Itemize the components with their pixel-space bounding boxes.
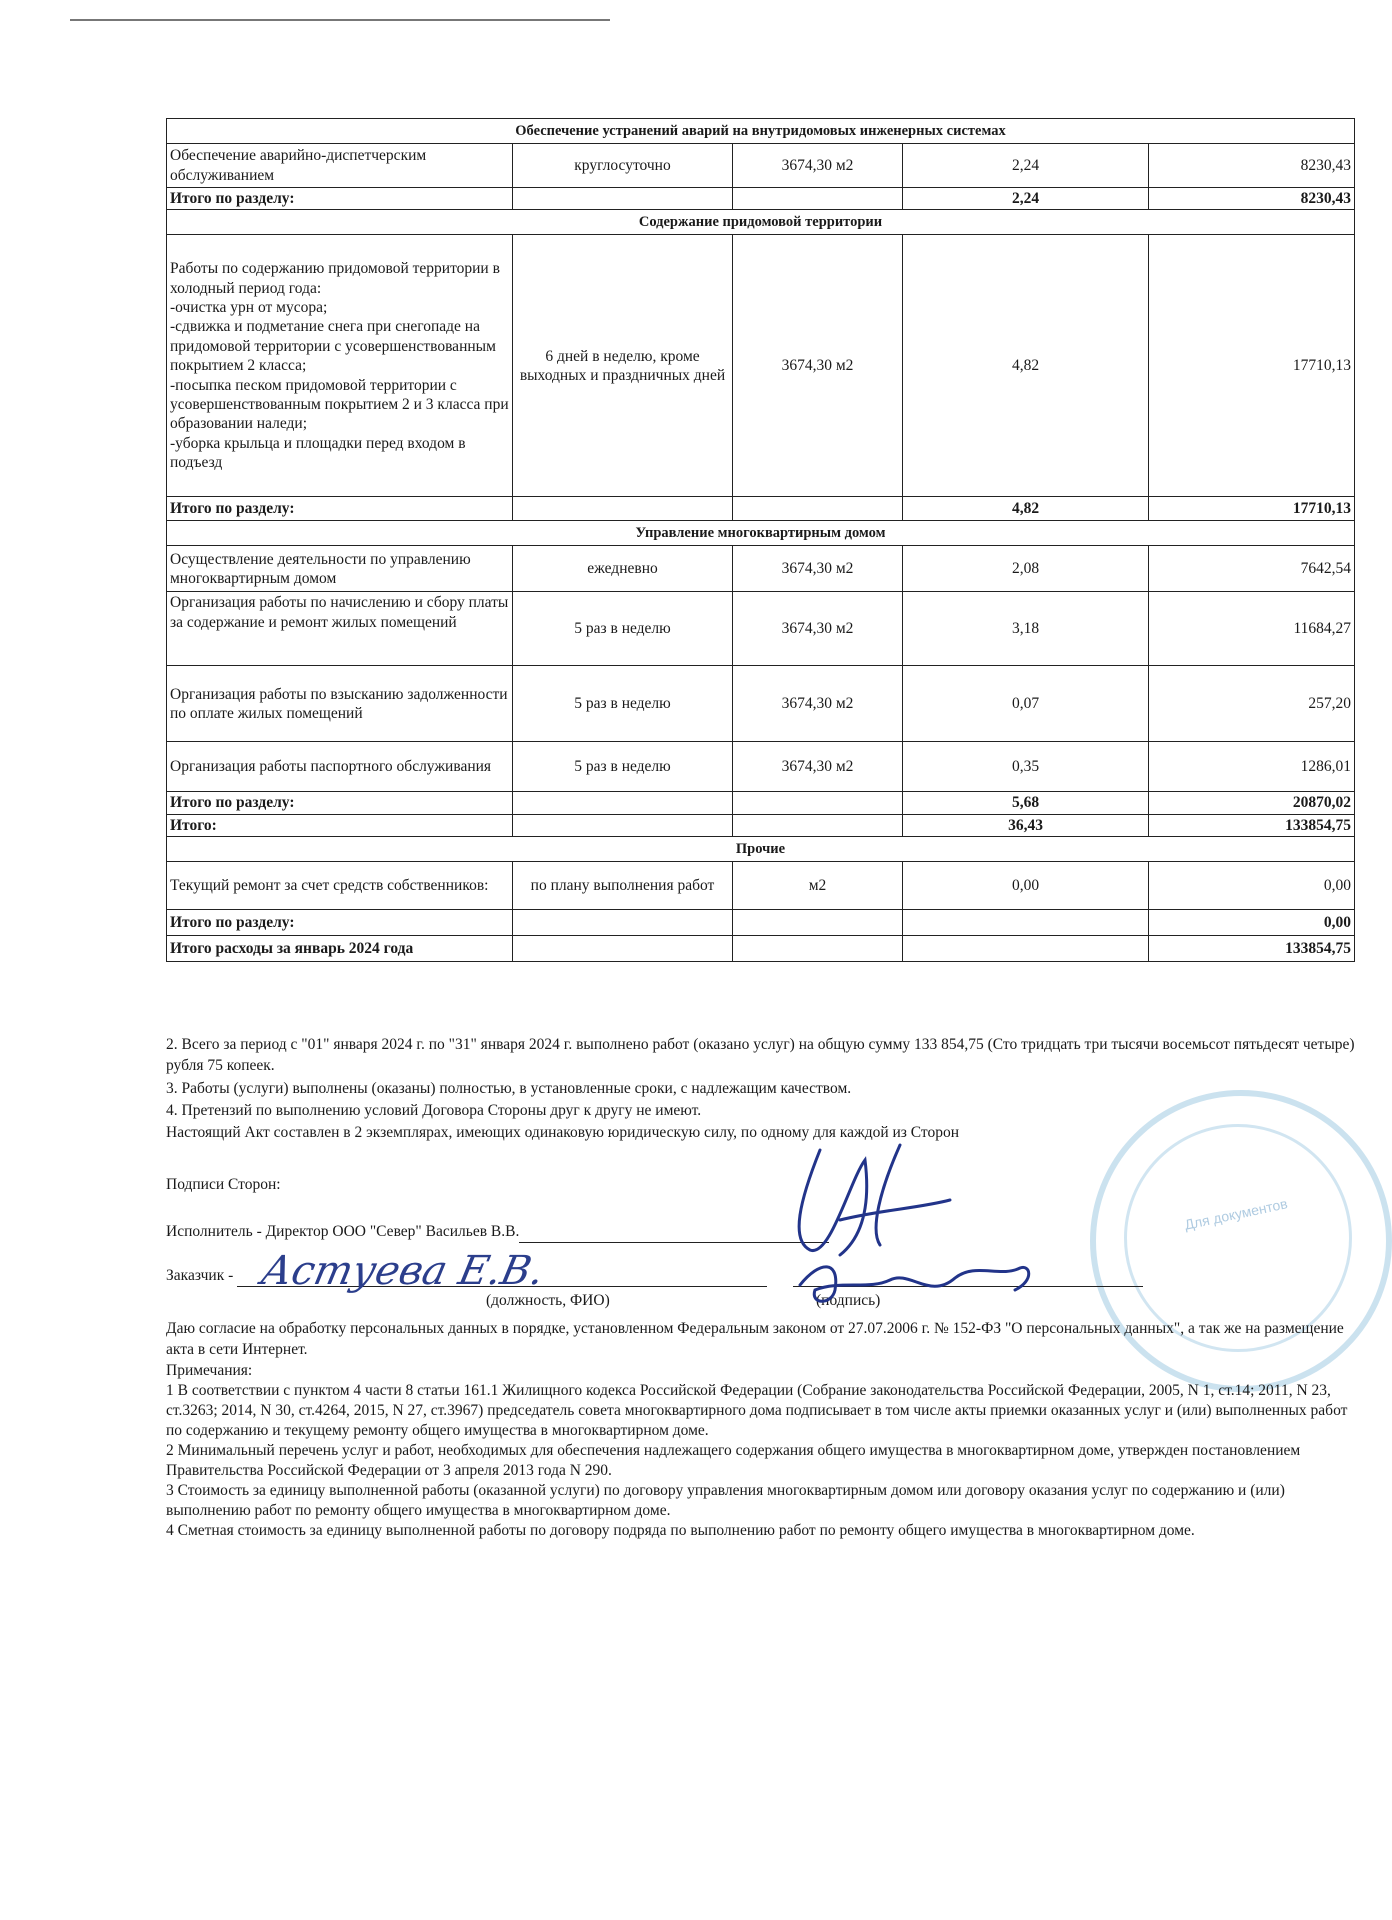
note-1: 1 В соответствии с пунктом 4 части 8 статьи 161.1 Жилищного кодекса Российской Федерации (Собрание законодательства Российской Федерации, 2005, N 1, ст.14; 2011, N 23, ст.3263; 2014, N 30, ст.4264, 2015, N 27, ст.3967) председатель совета многоквартирного дома подписывает в том числе акты приемки оказанных услуг и (или) выполненных работ по содержанию и текущему ремонту общего имущества в многоквартирном доме. bbox=[166, 1382, 1348, 1439]
section-header-row bbox=[167, 521, 1355, 546]
final-total-sum: 133854,75 bbox=[1149, 936, 1355, 962]
empty-cell bbox=[733, 188, 903, 210]
paragraph-copies: Настоящий Акт составлен в 2 экземплярах, имеющих одинаковую юридическую силу, по одному для каждой из Сторон bbox=[166, 1124, 960, 1141]
service-frequency: 5 раз в неделю bbox=[513, 592, 733, 666]
services-table bbox=[166, 118, 1355, 962]
note-3: 3 Стоимость за единицу выполненной работы (оказанной услуги) по договору управления многоквартирным домом или договору оказания услуг по содержанию и (или) выполнению работ по ремонту общего имущества в многоквартирном доме. bbox=[166, 1482, 1285, 1519]
service-sum: 8230,43 bbox=[1149, 144, 1355, 188]
section-total-row bbox=[167, 792, 1355, 814]
table-row bbox=[167, 742, 1355, 792]
paragraph-completion: 3. Работы (услуги) выполнены (оказаны) полностью, в установленные сроки, с надлежащим качеством. bbox=[166, 1080, 852, 1097]
section-total-sum: 8230,43 bbox=[1149, 188, 1355, 210]
empty-cell bbox=[513, 792, 733, 814]
note-4: 4 Сметная стоимость за единицу выполненной работы по договору подряда по выполнению работ по ремонту общего имущества в многоквартирном доме. bbox=[166, 1522, 1195, 1539]
consent-text: Даю согласие на обработку персональных данных в порядке, установленном Федеральным законом от 27.07.2006 г. № 152-ФЗ "О персональных данных", а так же на размещение акта в сети Интернет. bbox=[166, 1320, 1344, 1358]
section-total-rate: 4,82 bbox=[903, 497, 1149, 521]
position-caption: (должность, ФИО) bbox=[486, 1292, 610, 1309]
service-name: Организация работы паспортного обслуживания bbox=[167, 742, 513, 792]
stamp-text: Для документов bbox=[1183, 1195, 1289, 1233]
section-title-other: Прочие bbox=[167, 837, 1355, 862]
service-area: 3674,30 м2 bbox=[733, 546, 903, 592]
service-area: 3674,30 м2 bbox=[733, 666, 903, 742]
signature-caption: (подпись) bbox=[816, 1292, 881, 1309]
section-total-label: Итого по разделу: bbox=[167, 910, 513, 936]
service-rate: 0,35 bbox=[903, 742, 1149, 792]
service-rate: 4,82 bbox=[903, 235, 1149, 497]
section-header-row bbox=[167, 210, 1355, 235]
grand-total-sum: 133854,75 bbox=[1149, 814, 1355, 836]
final-total-row bbox=[167, 936, 1355, 962]
service-name: Организация работы по начислению и сбору платы за содержание и ремонт жилых помещений bbox=[167, 592, 513, 666]
table-row bbox=[167, 546, 1355, 592]
notes-title: Примечания: bbox=[166, 1362, 253, 1379]
service-frequency: 5 раз в неделю bbox=[513, 742, 733, 792]
service-name: Организация работы по взысканию задолженности по оплате жилых помещений bbox=[167, 666, 513, 742]
service-frequency: по плану выполнения работ bbox=[513, 862, 733, 910]
grand-total-label: Итого: bbox=[167, 814, 513, 836]
empty-cell bbox=[903, 910, 1149, 936]
empty-cell bbox=[513, 814, 733, 836]
service-rate: 0,07 bbox=[903, 666, 1149, 742]
service-sum: 7642,54 bbox=[1149, 546, 1355, 592]
empty-cell bbox=[733, 497, 903, 521]
service-sum: 11684,27 bbox=[1149, 592, 1355, 666]
executor-line bbox=[166, 1221, 1356, 1243]
notes-section bbox=[166, 1361, 1356, 1541]
empty-cell bbox=[903, 936, 1149, 962]
service-name: Работы по содержанию придомовой территории в холодный период года: -очистка урн от мусора; -сдвижка и подметание снега при снегопаде на придомовой территории с усовершенствованным покрытием 2 класса; -посыпка песком придомовой территории с усовершенствованным покрытием 2 и 3 класса при образовании наледи; -уборка крыльца и площадки перед входом в подъезд bbox=[167, 235, 513, 497]
empty-cell bbox=[733, 814, 903, 836]
service-sum: 1286,01 bbox=[1149, 742, 1355, 792]
table-row bbox=[167, 592, 1355, 666]
service-area: 3674,30 м2 bbox=[733, 592, 903, 666]
handwritten-customer-name: Астуева Е.В. bbox=[257, 1248, 549, 1294]
service-name: Обеспечение аварийно-диспетчерским обслуживанием bbox=[167, 144, 513, 188]
service-rate: 2,24 bbox=[903, 144, 1149, 188]
table-row bbox=[167, 235, 1355, 497]
table-row bbox=[167, 666, 1355, 742]
service-rate: 0,00 bbox=[903, 862, 1149, 910]
section-total-label: Итого по разделу: bbox=[167, 792, 513, 814]
service-rate: 2,08 bbox=[903, 546, 1149, 592]
section-total-row bbox=[167, 188, 1355, 210]
service-frequency: 6 дней в неделю, кроме выходных и праздничных дней bbox=[513, 235, 733, 497]
section-total-label: Итого по разделу: bbox=[167, 497, 513, 521]
customer-label: Заказчик - bbox=[166, 1267, 234, 1284]
paragraph-claims: 4. Претензий по выполнению условий Договора Стороны друг к другу не имеют. bbox=[166, 1102, 702, 1119]
section-title-territory: Содержание придомовой территории bbox=[167, 210, 1355, 235]
service-frequency: 5 раз в неделю bbox=[513, 666, 733, 742]
final-total-label: Итого расходы за январь 2024 года bbox=[167, 936, 513, 962]
table-row bbox=[167, 862, 1355, 910]
section-header-row bbox=[167, 837, 1355, 862]
section-title-management: Управление многоквартирным домом bbox=[167, 521, 1355, 546]
service-name: Осуществление деятельности по управлению многоквартирным домом bbox=[167, 546, 513, 592]
service-frequency: круглосуточно bbox=[513, 144, 733, 188]
paragraph-total: 2. Всего за период с "01" января 2024 г. по "31" января 2024 г. выполнено работ (оказано услуг) на общую сумму 133 854,75 (Сто тридцать три тысячи восемьсот пятьдесят четыре) рубля 75 копеек. bbox=[166, 1036, 1355, 1074]
section-total-rate: 5,68 bbox=[903, 792, 1149, 814]
note-2: 2 Минимальный перечень услуг и работ, необходимых для обеспечения надлежащего содержания общего имущества в многоквартирном доме, утвержден постановлением Правительства Российской Федерации от 3 апреля 2013 года N 290. bbox=[166, 1442, 1301, 1479]
empty-cell bbox=[733, 910, 903, 936]
executor-label: Исполнитель - Директор ООО "Север" Васильев В.В. bbox=[166, 1223, 520, 1240]
empty-cell bbox=[513, 497, 733, 521]
service-area: 3674,30 м2 bbox=[733, 235, 903, 497]
service-area: 3674,30 м2 bbox=[733, 144, 903, 188]
section-header-row bbox=[167, 119, 1355, 144]
section-total-rate: 2,24 bbox=[903, 188, 1149, 210]
table-row bbox=[167, 144, 1355, 188]
service-rate: 3,18 bbox=[903, 592, 1149, 666]
signatures-title: Подписи Сторон: bbox=[166, 1176, 281, 1193]
top-edge-line bbox=[70, 19, 610, 21]
section-total-row bbox=[167, 497, 1355, 521]
section-total-sum: 0,00 bbox=[1149, 910, 1355, 936]
section-title-accidents: Обеспечение устранений аварий на внутридомовых инженерных системах bbox=[167, 119, 1355, 144]
empty-cell bbox=[513, 910, 733, 936]
empty-cell bbox=[733, 936, 903, 962]
grand-total-rate: 36,43 bbox=[903, 814, 1149, 836]
service-sum: 0,00 bbox=[1149, 862, 1355, 910]
service-area: 3674,30 м2 bbox=[733, 742, 903, 792]
service-name: Текущий ремонт за счет средств собственников: bbox=[167, 862, 513, 910]
grand-total-row bbox=[167, 814, 1355, 836]
executor-signature bbox=[780, 1140, 1050, 1320]
section-total-sum: 20870,02 bbox=[1149, 792, 1355, 814]
service-sum: 257,20 bbox=[1149, 666, 1355, 742]
section-total-row bbox=[167, 910, 1355, 936]
section-total-sum: 17710,13 bbox=[1149, 497, 1355, 521]
section-total-label: Итого по разделу: bbox=[167, 188, 513, 210]
empty-cell bbox=[513, 936, 733, 962]
service-sum: 17710,13 bbox=[1149, 235, 1355, 497]
service-area: м2 bbox=[733, 862, 903, 910]
empty-cell bbox=[513, 188, 733, 210]
service-frequency: ежедневно bbox=[513, 546, 733, 592]
empty-cell bbox=[733, 792, 903, 814]
